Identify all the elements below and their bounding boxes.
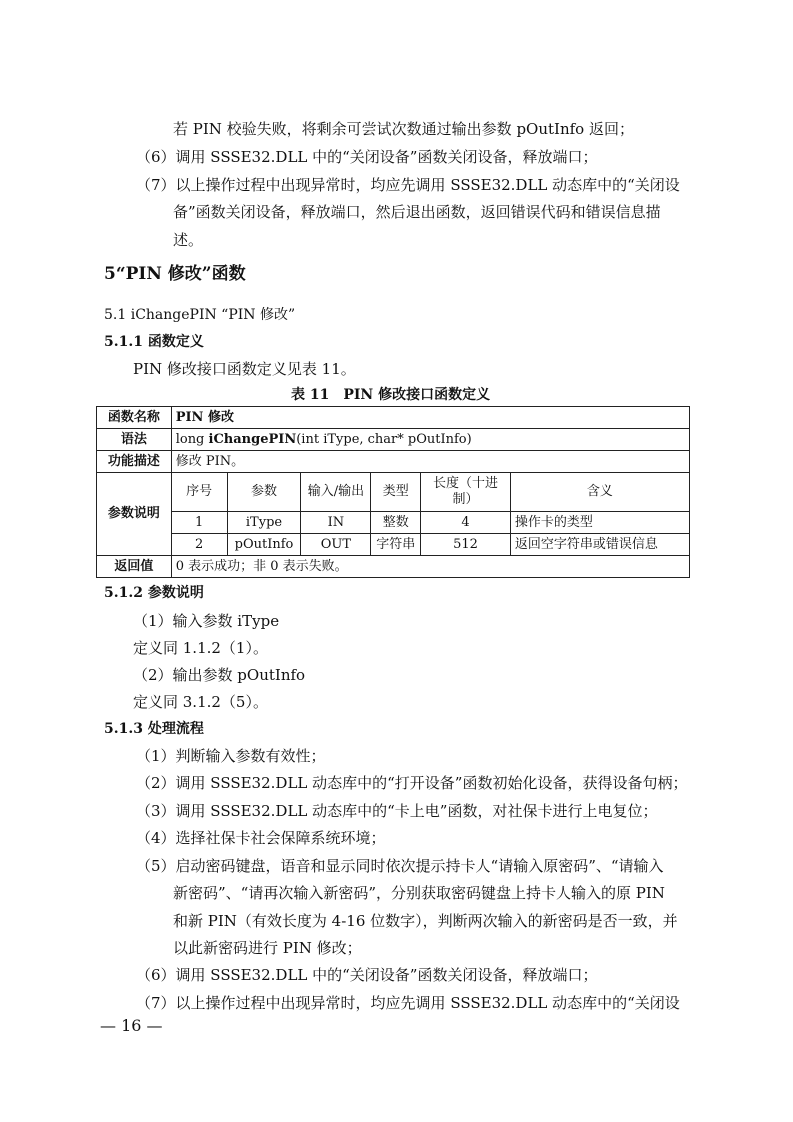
param-header: 序号 — [171, 473, 227, 512]
body-line: 新密码”、“请再次输入新密码”，分别获取密码键盘上持卡人输入的原 PIN — [173, 884, 665, 902]
body-line: （6）调用 SSSE32.DLL 中的“关闭设备”函数关闭设备，释放端口； — [136, 966, 598, 984]
param-cell: 操作卡的类型 — [510, 512, 689, 534]
param-header: 长度（十进制） — [421, 473, 511, 512]
body-line: 定义同 1.1.2（1）。 — [133, 639, 268, 657]
table-row — [97, 512, 690, 534]
param-cell: 512 — [421, 534, 511, 556]
body-line: （7）以上操作过程中出现异常时，均应先调用 SSSE32.DLL 动态库中的“关闭设 — [136, 176, 680, 194]
body-line: 述。 — [173, 231, 204, 249]
body-line: 备”函数关闭设备，释放端口，然后退出函数，返回错误代码和错误信息描 — [173, 203, 661, 221]
body-line: （6）调用 SSSE32.DLL 中的“关闭设备”函数关闭设备，释放端口； — [136, 148, 598, 166]
table-caption: 表 11 PIN 修改接口函数定义 — [291, 387, 491, 403]
param-cell: IN — [301, 512, 371, 534]
table-row — [97, 451, 690, 473]
param-cell: 字符串 — [371, 534, 421, 556]
subsection-heading: 5.1 iChangePIN “PIN 修改” — [104, 307, 296, 323]
subsubsection-heading: 5.1.2 参数说明 — [104, 585, 204, 601]
param-cell: 返回空字符串或错误信息 — [510, 534, 689, 556]
section-heading: 5“PIN 修改”函数 — [104, 264, 246, 284]
table-row — [97, 534, 690, 556]
param-header: 含义 — [510, 473, 689, 512]
return-value: 0 表示成功；非 0 表示失败。 — [171, 556, 689, 578]
param-header: 输入/输出 — [301, 473, 371, 512]
body-line: 定义同 3.1.2（5）。 — [133, 693, 268, 711]
function-name-label: 函数名称 — [97, 407, 172, 429]
function-name-value: PIN 修改 — [171, 407, 689, 429]
table-row — [97, 407, 690, 429]
table-row — [97, 556, 690, 578]
body-line: 以此新密码进行 PIN 修改； — [173, 939, 362, 957]
intro-paragraph: PIN 修改接口函数定义见表 11。 — [133, 360, 356, 378]
param-cell: iType — [227, 512, 301, 534]
param-cell: OUT — [301, 534, 371, 556]
body-line: 若 PIN 校验失败，将剩余可尝试次数通过输出参数 pOutInfo 返回； — [173, 120, 634, 138]
body-line: （5）启动密码键盘，语音和显示同时依次提示持卡人“请输入原密码”、“请输入 — [136, 857, 664, 875]
syntax-function: iChangePIN — [208, 431, 297, 447]
param-cell: 4 — [421, 512, 511, 534]
param-header: 类型 — [371, 473, 421, 512]
syntax-label: 语法 — [97, 429, 172, 451]
page-number: — 16 — — [100, 1016, 163, 1035]
definition-table — [96, 406, 690, 578]
table-row — [97, 429, 690, 451]
body-line: （7）以上操作过程中出现异常时，均应先调用 SSSE32.DLL 动态库中的“关闭设 — [136, 994, 680, 1012]
body-line: （3）调用 SSSE32.DLL 动态库中的“卡上电”函数，对社保卡进行上电复位； — [136, 802, 658, 820]
param-cell: pOutInfo — [227, 534, 301, 556]
body-line: 和新 PIN（有效长度为 4-16 位数字），判断两次输入的新密码是否一致，并 — [173, 912, 678, 930]
body-line: （2）输出参数 pOutInfo — [133, 666, 306, 684]
description-label: 功能描述 — [97, 451, 172, 473]
param-cell: 1 — [171, 512, 227, 534]
param-cell: 2 — [171, 534, 227, 556]
syntax-args: (int iType, char* pOutInfo) — [296, 431, 472, 447]
params-label: 参数说明 — [97, 473, 172, 556]
body-line: （1）判断输入参数有效性； — [136, 747, 326, 765]
subsubsection-heading: 5.1.1 函数定义 — [104, 334, 204, 350]
param-header: 参数 — [227, 473, 301, 512]
body-line: （4）选择社保卡社会保障系统环境； — [136, 829, 386, 847]
return-label: 返回值 — [97, 556, 172, 578]
body-line: （1）输入参数 iType — [133, 612, 280, 630]
subsubsection-heading: 5.1.3 处理流程 — [104, 721, 204, 737]
syntax-value — [171, 429, 689, 451]
body-line: （2）调用 SSSE32.DLL 动态库中的“打开设备”函数初始化设备，获得设备句柄； — [136, 774, 688, 792]
param-cell: 整数 — [371, 512, 421, 534]
syntax-prefix: long — [175, 431, 209, 447]
table-row — [97, 473, 690, 512]
description-value: 修改 PIN。 — [171, 451, 689, 473]
